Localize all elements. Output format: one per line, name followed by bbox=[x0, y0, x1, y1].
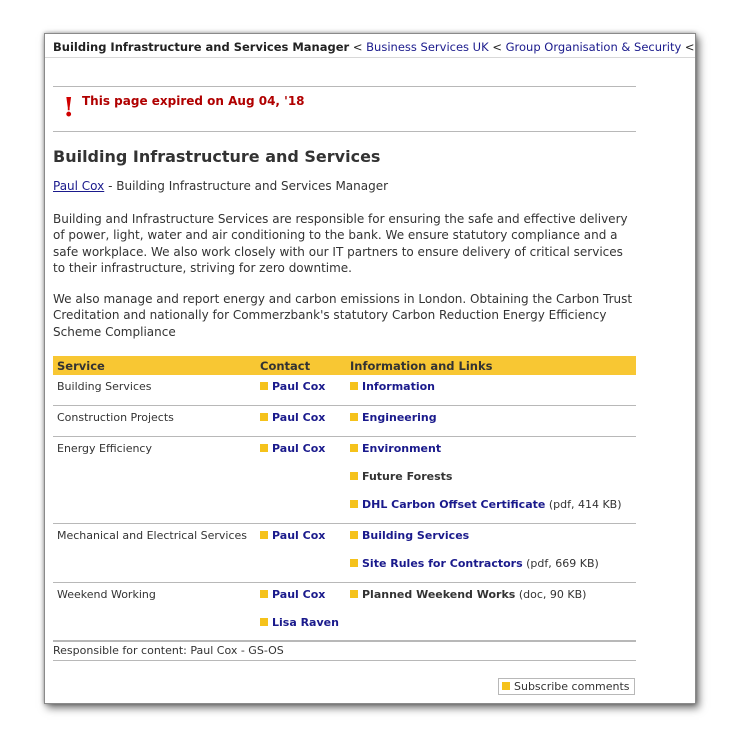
contact-item bbox=[260, 442, 342, 462]
info-links-cell bbox=[346, 583, 636, 642]
services-table bbox=[53, 356, 636, 642]
contact-cell bbox=[256, 524, 346, 583]
header-contact: Contact bbox=[256, 356, 346, 375]
description-paragraph: We also manage and report energy and carbon emissions in London. Obtaining the Carbon Trust Creditation and nationally for Commerzbank's statutory Carbon Reduction Energy Efficiency Scheme Compliance bbox=[53, 292, 633, 339]
subscribe-label: Subscribe comments bbox=[514, 680, 630, 693]
table-row bbox=[53, 406, 636, 437]
info-link[interactable]: DHL Carbon Offset Certificate bbox=[362, 498, 546, 511]
breadcrumb-current: Building Infrastructure and Services Manager bbox=[53, 40, 350, 54]
breadcrumb-separator: < bbox=[684, 40, 695, 54]
bullet-square-icon bbox=[502, 682, 510, 690]
expiry-notice bbox=[53, 86, 636, 132]
browser-window bbox=[44, 33, 696, 704]
info-item bbox=[350, 588, 632, 608]
bullet-square-icon bbox=[260, 444, 268, 452]
owner-link[interactable]: Paul Cox bbox=[53, 179, 105, 193]
info-item bbox=[350, 557, 632, 577]
info-links-cell bbox=[346, 524, 636, 583]
table-row bbox=[53, 375, 636, 406]
bullet-square-icon bbox=[260, 590, 268, 598]
bullet-square-icon bbox=[260, 413, 268, 421]
breadcrumb-link-business-services[interactable]: Business Services UK bbox=[366, 40, 489, 54]
file-meta: (pdf, 414 KB) bbox=[545, 498, 622, 511]
warning-icon: ! bbox=[63, 93, 75, 123]
info-links-cell bbox=[346, 375, 636, 406]
breadcrumb bbox=[53, 40, 695, 54]
file-meta: (pdf, 669 KB) bbox=[522, 557, 599, 570]
contact-link[interactable]: Paul Cox bbox=[272, 588, 326, 601]
contact-item bbox=[260, 380, 342, 400]
responsible-text: Responsible for content: Paul Cox - GS-OS bbox=[53, 644, 284, 657]
bullet-square-icon bbox=[350, 382, 358, 390]
contact-cell bbox=[256, 583, 346, 642]
contact-cell bbox=[256, 406, 346, 437]
contact-item bbox=[260, 529, 342, 549]
divider bbox=[45, 57, 695, 58]
contact-link[interactable]: Paul Cox bbox=[272, 380, 326, 393]
contact-cell bbox=[256, 375, 346, 406]
contact-item bbox=[260, 616, 342, 636]
info-item bbox=[350, 498, 632, 518]
info-link[interactable]: Information bbox=[362, 380, 435, 393]
bullet-square-icon bbox=[350, 472, 358, 480]
contact-item bbox=[260, 411, 342, 431]
breadcrumb-link-group-organisation[interactable]: Group Organisation & Security bbox=[505, 40, 682, 54]
info-link[interactable]: Environment bbox=[362, 442, 442, 455]
breadcrumb-separator: < bbox=[352, 40, 363, 54]
contact-item bbox=[260, 588, 342, 616]
info-link[interactable]: Building Services bbox=[362, 529, 470, 542]
service-name: Energy Efficiency bbox=[53, 437, 256, 524]
bullet-square-icon bbox=[350, 500, 358, 508]
page-title: Building Infrastructure and Services bbox=[53, 147, 381, 166]
bullet-square-icon bbox=[350, 444, 358, 452]
info-item bbox=[350, 529, 632, 557]
bullet-square-icon bbox=[350, 559, 358, 567]
info-item bbox=[350, 380, 632, 400]
expiry-text: This page expired on Aug 04, '18 bbox=[82, 94, 305, 108]
header-info-links: Information and Links bbox=[346, 356, 636, 375]
info-item bbox=[350, 442, 632, 470]
bullet-square-icon bbox=[260, 531, 268, 539]
info-links-cell bbox=[346, 406, 636, 437]
owner-role: - Building Infrastructure and Services Manager bbox=[104, 179, 389, 193]
bullet-square-icon bbox=[260, 618, 268, 626]
contact-link[interactable]: Paul Cox bbox=[272, 529, 326, 542]
table-header-row bbox=[53, 356, 636, 375]
info-link[interactable]: Site Rules for Contractors bbox=[362, 557, 523, 570]
breadcrumb-separator: < bbox=[492, 40, 502, 54]
bullet-square-icon bbox=[350, 413, 358, 421]
service-name: Mechanical and Electrical Services bbox=[53, 524, 256, 583]
table-row bbox=[53, 524, 636, 583]
contact-cell bbox=[256, 437, 346, 524]
description-paragraph: Building and Infrastructure Services are responsible for ensuring the safe and effective delivery of power, light, water and air conditioning to the bank. We ensure statutory compliance and a safe workplace. We also work closely with our IT partners to ensure delivery of critical services to their infrastructure, striving for zero downtime. bbox=[53, 212, 628, 275]
subscribe-comments-button[interactable] bbox=[498, 678, 635, 695]
info-text: Future Forests bbox=[362, 470, 453, 483]
contact-link[interactable]: Paul Cox bbox=[272, 411, 326, 424]
bullet-square-icon bbox=[350, 531, 358, 539]
divider bbox=[53, 660, 636, 661]
info-link[interactable]: Engineering bbox=[362, 411, 437, 424]
info-item bbox=[350, 470, 632, 498]
bullet-square-icon bbox=[350, 590, 358, 598]
contact-link[interactable]: Lisa Raven bbox=[272, 616, 339, 629]
info-links-cell bbox=[346, 437, 636, 524]
info-item bbox=[350, 411, 632, 431]
table-row bbox=[53, 437, 636, 524]
bullet-square-icon bbox=[260, 382, 268, 390]
owner-line bbox=[53, 179, 388, 193]
service-name: Weekend Working bbox=[53, 583, 256, 642]
header-service: Service bbox=[53, 356, 256, 375]
info-text: Planned Weekend Works bbox=[362, 588, 516, 601]
table-row bbox=[53, 583, 636, 642]
divider bbox=[53, 640, 636, 641]
file-meta: (doc, 90 KB) bbox=[515, 588, 587, 601]
service-name: Construction Projects bbox=[53, 406, 256, 437]
contact-link[interactable]: Paul Cox bbox=[272, 442, 326, 455]
service-name: Building Services bbox=[53, 375, 256, 406]
